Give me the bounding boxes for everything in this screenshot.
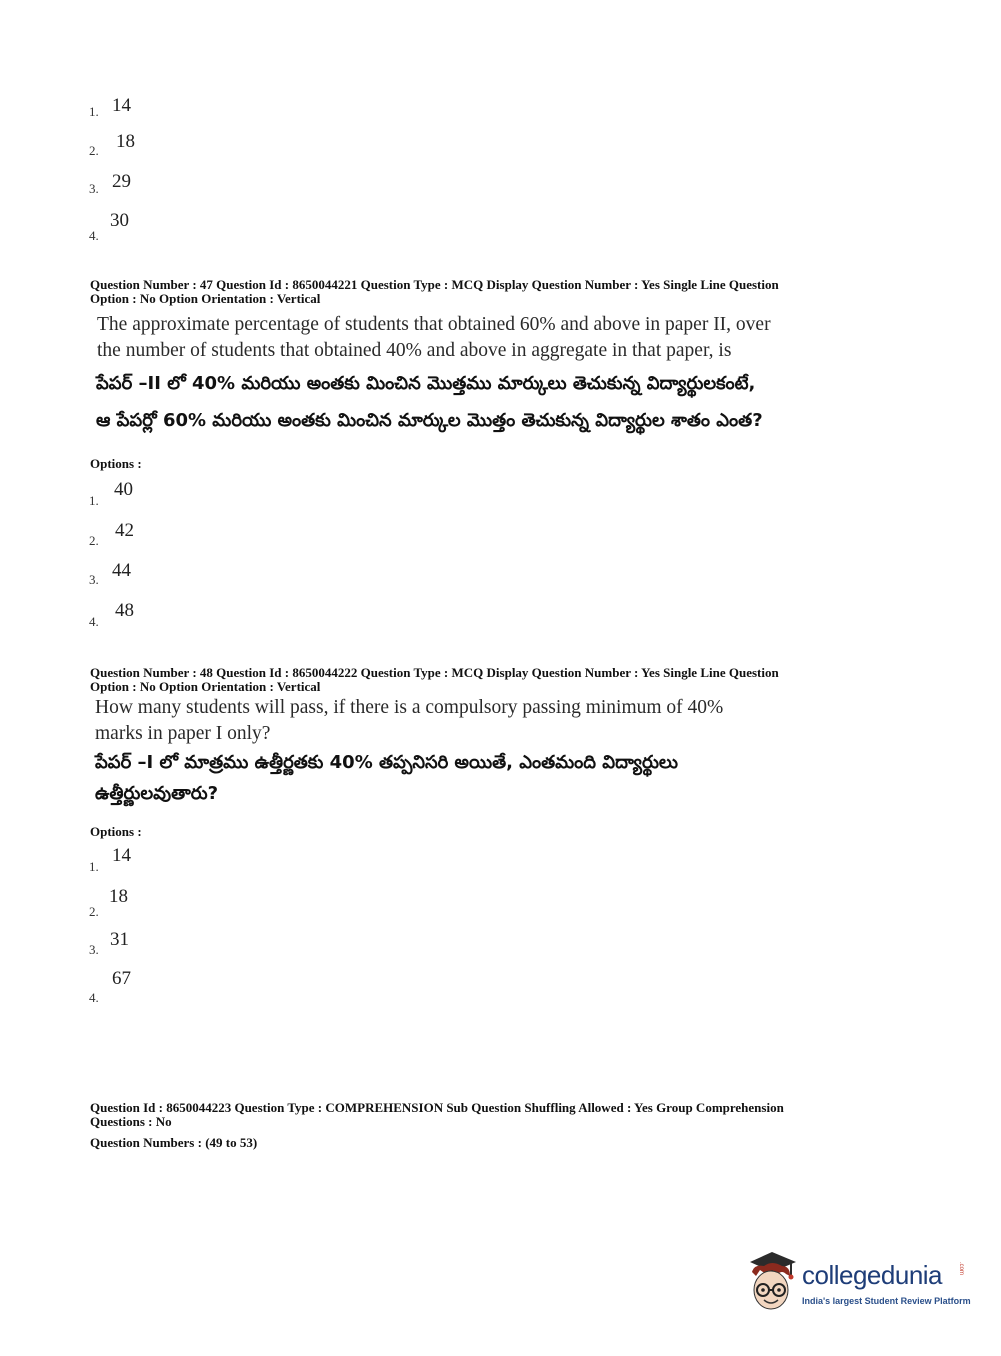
option-value: 14 (112, 95, 131, 116)
question-text-telugu-line1: పేపర్ –I లో మాత్రము ఉత్తీర్ణతకు 40% తప్పనిసరి అయితే, ఎంతమంది విద్యార్థులు (95, 752, 678, 773)
option-value: 31 (110, 929, 129, 950)
question-numbers-range: Question Numbers : (49 to 53) (90, 1135, 258, 1150)
collegedunia-logo (742, 1250, 972, 1320)
mascot-icon (742, 1250, 802, 1320)
option-value: 44 (112, 560, 131, 581)
option-value: 18 (116, 131, 135, 152)
option-value: 42 (115, 520, 134, 541)
question-text-english-line1: How many students will pass, if there is a compulsory passing minimum of 40% (95, 697, 724, 718)
option-value: 67 (112, 968, 131, 989)
option-value: 48 (115, 600, 134, 621)
option-number: 2. (89, 533, 99, 548)
option-number: 1. (89, 493, 99, 508)
option-value: 14 (112, 845, 131, 866)
option-number: 4. (89, 990, 99, 1005)
option-number: 3. (89, 942, 99, 957)
logo-wordmark: collegedunia (802, 1260, 943, 1290)
option-number: 3. (89, 572, 99, 587)
option-number: 4. (89, 228, 99, 243)
option-number: 1. (89, 104, 99, 119)
question-meta-line1: Question Number : 48 Question Id : 8650044222 Question Type : MCQ Display Question Number : Yes Single Line Question (90, 665, 779, 680)
options-label: Options : (90, 456, 142, 471)
question-meta-line2: Option : No Option Orientation : Vertical (90, 679, 321, 694)
question-text-telugu-line2: ఆ పేపర్లో 60% మరియు అంతకు మించిన మార్కుల మొత్తం తెచుకున్న విద్యార్థుల శాతం ఎంత? (96, 410, 763, 431)
comprehension-meta-line2: Questions : No (90, 1114, 172, 1129)
option-number: 2. (89, 143, 99, 158)
question-text-telugu-line2: ఉత్తీర్ణులవుతారు? (95, 783, 219, 804)
option-value: 40 (114, 479, 133, 500)
question-meta-line1: Question Number : 47 Question Id : 8650044221 Question Type : MCQ Display Question Number : Yes Single Line Question (90, 277, 779, 292)
options-label: Options : (90, 824, 142, 839)
option-value: 18 (109, 886, 128, 907)
option-value: 29 (112, 171, 131, 192)
option-number: 4. (89, 614, 99, 629)
question-text-english-line2: the number of students that obtained 40% and above in aggregate in that paper, is (97, 340, 732, 361)
question-text-english-line2: marks in paper I only? (95, 723, 271, 744)
question-meta-line2: Option : No Option Orientation : Vertical (90, 291, 321, 306)
option-number: 1. (89, 859, 99, 874)
question-text-telugu-line1: పేపర్ –II లో 40% మరియు అంతకు మించిన మొత్తము మార్కులు తెచుకున్న విద్యార్థులకంటే, (96, 373, 756, 394)
option-value: 30 (110, 210, 129, 231)
comprehension-meta-line1: Question Id : 8650044223 Question Type : COMPREHENSION Sub Question Shuffling Allowed : Yes Group Comprehension (90, 1100, 784, 1115)
logo-dotcom: .com (958, 1262, 964, 1276)
question-text-english-line1: The approximate percentage of students that obtained 60% and above in paper II, over (97, 314, 771, 335)
option-number: 2. (89, 904, 99, 919)
logo-tagline: India's largest Student Review Platform (802, 1296, 971, 1306)
option-number: 3. (89, 181, 99, 196)
